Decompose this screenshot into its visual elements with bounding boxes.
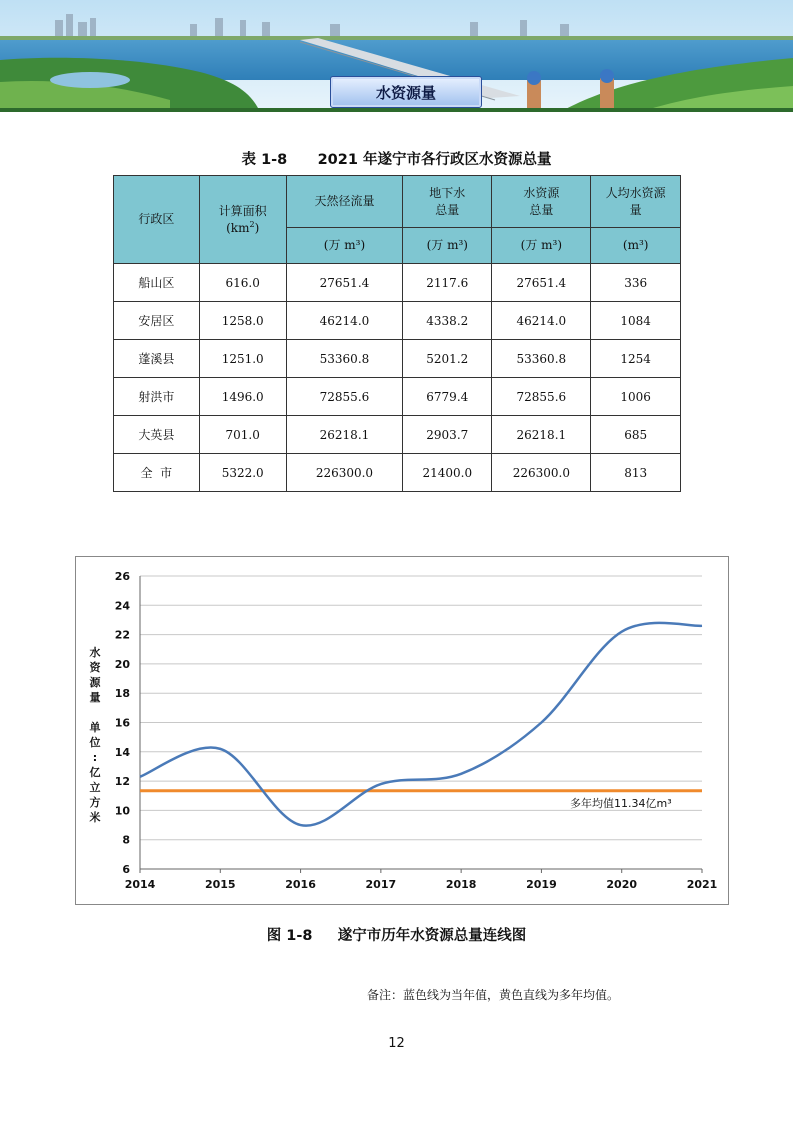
cell-area: 1496.0 <box>199 378 286 416</box>
cell-flow: 226300.0 <box>286 454 403 492</box>
y-label-char: 亿 <box>89 766 101 779</box>
cell-per-capita: 1006 <box>591 378 681 416</box>
y-tick-label: 26 <box>114 570 130 583</box>
cell-per-capita: 685 <box>591 416 681 454</box>
header-per-capita: 人均水资源 量 <box>591 176 681 228</box>
y-tick-label: 22 <box>114 628 130 642</box>
table-row <box>114 302 681 340</box>
header-ground: 地下水 总量 <box>403 176 492 228</box>
table-title: 表 1-8 2021 年遂宁市各行政区水资源总量 <box>241 152 552 168</box>
table-row <box>114 340 681 378</box>
x-tick-label: 2017 <box>365 878 397 891</box>
table-row <box>114 264 681 302</box>
cell-area: 1258.0 <box>199 302 286 340</box>
cell-total: 226300.0 <box>492 454 591 492</box>
x-tick-label: 2018 <box>445 878 477 891</box>
y-label-char: 量 <box>89 691 101 704</box>
cell-area: 5322.0 <box>199 454 286 492</box>
y-tick-label: 14 <box>114 745 130 759</box>
cell-area: 701.0 <box>199 416 286 454</box>
cell-total: 46214.0 <box>492 302 591 340</box>
y-label-char: 水 <box>89 646 101 659</box>
y-label-char: : <box>92 751 98 764</box>
cell-district: 船山区 <box>114 264 200 302</box>
line-chart <box>76 557 728 904</box>
table-row <box>114 454 681 492</box>
header-banner <box>0 0 793 112</box>
x-tick-label: 2019 <box>526 878 557 891</box>
y-tick-label: 20 <box>114 657 130 671</box>
x-tick-label: 2014 <box>124 878 156 891</box>
y-label-char: 位 <box>89 736 101 749</box>
cell-per-capita: 1254 <box>591 340 681 378</box>
header-district: 行政区 <box>114 176 200 264</box>
x-tick-label: 2015 <box>204 878 236 891</box>
y-label-char: 立 <box>89 781 101 794</box>
cell-total: 26218.1 <box>492 416 591 454</box>
y-tick-label: 10 <box>114 804 130 818</box>
y-label-char <box>86 705 104 720</box>
cell-flow: 72855.6 <box>286 378 403 416</box>
header-ground-unit: (万 m³) <box>403 228 492 264</box>
cell-district: 全 市 <box>114 454 200 492</box>
cell-district: 安居区 <box>114 302 200 340</box>
header-total: 水资源 总量 <box>492 176 591 228</box>
section-label: 水资源量 <box>330 76 482 108</box>
cell-ground: 2117.6 <box>403 264 492 302</box>
cell-district: 蓬溪县 <box>114 340 200 378</box>
y-tick-label: 8 <box>122 833 130 847</box>
cell-total: 53360.8 <box>492 340 591 378</box>
header-area <box>199 176 286 264</box>
water-resources-table <box>113 175 681 492</box>
header-flow-unit: (万 m³) <box>286 228 403 264</box>
average-label: 多年均值11.34亿m³ <box>570 796 672 810</box>
footnote: 备注：蓝色线为当年值，黄色直线为多年均值。 <box>367 988 620 1002</box>
x-tick-label: 2021 <box>686 878 718 891</box>
cell-per-capita: 336 <box>591 264 681 302</box>
y-tick-label: 16 <box>114 716 130 730</box>
table-row <box>114 378 681 416</box>
cell-per-capita: 1084 <box>591 302 681 340</box>
header-area-unit: $(km^2)$ <box>226 219 260 235</box>
cell-ground: 6779.4 <box>403 378 492 416</box>
cell-district: 射洪市 <box>114 378 200 416</box>
cell-ground: 21400.0 <box>403 454 492 492</box>
page-number: 12 <box>388 1036 405 1051</box>
y-tick-label: 18 <box>114 687 130 701</box>
y-label-char: 米 <box>89 811 101 824</box>
cell-flow: 26218.1 <box>286 416 403 454</box>
table-row <box>114 416 681 454</box>
cell-ground: 2903.7 <box>403 416 492 454</box>
cell-ground: 5201.2 <box>403 340 492 378</box>
header-area-label: 计算面积 <box>218 204 267 219</box>
y-tick-label: 6 <box>122 863 130 876</box>
header-total-unit: (万 m³) <box>492 228 591 264</box>
figure-caption: 图 1-8 遂宁市历年水资源总量连线图 <box>266 928 527 944</box>
cell-flow: 53360.8 <box>286 340 403 378</box>
y-label-char: 源 <box>89 676 101 689</box>
y-tick-label: 12 <box>114 775 130 789</box>
chart-y-axis-label <box>86 645 104 825</box>
y-label-char: 单 <box>89 721 101 734</box>
cell-total: 72855.6 <box>492 378 591 416</box>
cell-total: 27651.4 <box>492 264 591 302</box>
cell-flow: 46214.0 <box>286 302 403 340</box>
y-label-char: 方 <box>89 796 101 809</box>
header-flow: 天然径流量 <box>286 176 403 228</box>
y-tick-label: 24 <box>114 599 130 613</box>
cell-ground: 4338.2 <box>403 302 492 340</box>
x-tick-label: 2016 <box>285 878 316 891</box>
y-label-char: 资 <box>89 661 101 674</box>
cell-area: 1251.0 <box>199 340 286 378</box>
chart-frame <box>75 556 729 905</box>
cell-per-capita: 813 <box>591 454 681 492</box>
x-tick-label: 2020 <box>606 878 638 891</box>
cell-flow: 27651.4 <box>286 264 403 302</box>
header-per-unit: (m³) <box>591 228 681 264</box>
cell-district: 大英县 <box>114 416 200 454</box>
series-line <box>140 623 702 826</box>
cell-area: 616.0 <box>199 264 286 302</box>
